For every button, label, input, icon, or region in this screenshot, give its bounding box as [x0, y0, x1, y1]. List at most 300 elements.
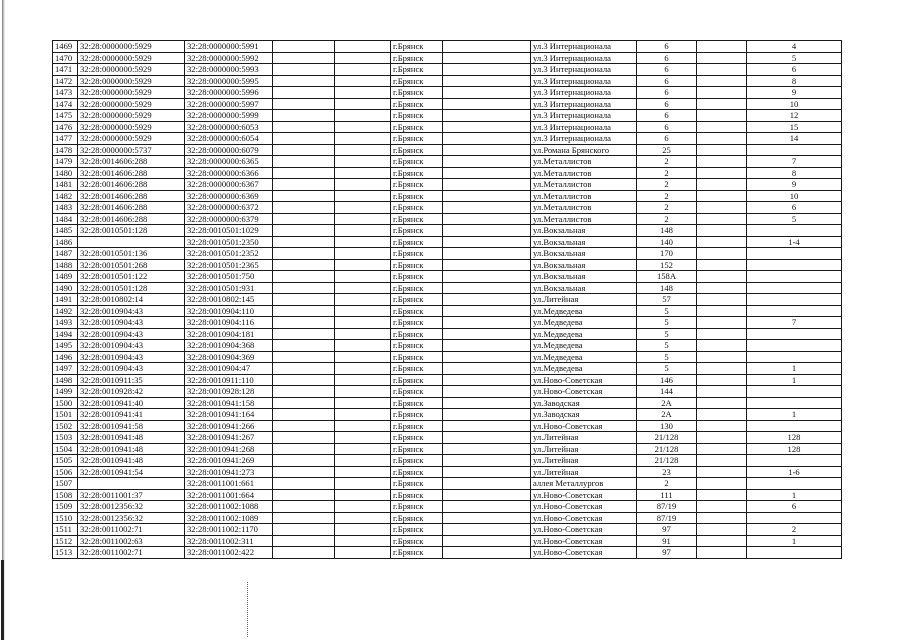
table-row [53, 478, 842, 490]
empty-cell [443, 328, 531, 340]
table-row [53, 110, 842, 122]
empty-cell [443, 397, 531, 409]
city-cell: г.Брянск [391, 547, 443, 559]
house-number-cell: 146 [637, 374, 697, 386]
table-row [53, 420, 842, 432]
parcel-cadastral-number-cell: 32:28:0000000:5929 [78, 87, 185, 99]
row-number-cell: 1505 [53, 455, 78, 467]
city-cell: г.Брянск [391, 374, 443, 386]
street-cell: ул.Ново-Советская [531, 489, 637, 501]
house-number-cell: 140 [637, 236, 697, 248]
street-cell: ул.Ново-Советская [531, 501, 637, 513]
empty-cell [273, 133, 335, 145]
house-number-cell: 152 [637, 259, 697, 271]
table-row [53, 121, 842, 133]
table-row [53, 52, 842, 64]
object-cadastral-number-cell: 32:28:0010904:369 [185, 351, 273, 363]
object-cadastral-number-cell: 32:28:0000000:6365 [185, 156, 273, 168]
empty-cell [697, 52, 747, 64]
table-row [53, 305, 842, 317]
empty-cell [273, 466, 335, 478]
empty-cell [335, 443, 391, 455]
empty-cell [697, 144, 747, 156]
empty-cell [273, 432, 335, 444]
row-number-cell: 1480 [53, 167, 78, 179]
street-cell: ул.3 Интернационала [531, 98, 637, 110]
parcel-cadastral-number-cell: 32:28:0010904:43 [78, 340, 185, 352]
city-cell: г.Брянск [391, 259, 443, 271]
empty-cell [335, 409, 391, 421]
object-cadastral-number-cell: 32:28:0000000:6379 [185, 213, 273, 225]
row-number-cell: 1508 [53, 489, 78, 501]
empty-cell [697, 535, 747, 547]
street-cell: ул.Вокзальная [531, 225, 637, 237]
street-cell: ул.Вокзальная [531, 248, 637, 260]
empty-cell [273, 110, 335, 122]
apartment-number-cell: 1 [747, 374, 842, 386]
empty-cell [443, 190, 531, 202]
house-number-cell: 5 [637, 328, 697, 340]
empty-cell [335, 340, 391, 352]
apartment-number-cell: 12 [747, 110, 842, 122]
house-number-cell: 6 [637, 133, 697, 145]
table-row [53, 213, 842, 225]
empty-cell [443, 409, 531, 421]
row-number-cell: 1511 [53, 524, 78, 536]
parcel-cadastral-number-cell: 32:28:0000000:5929 [78, 41, 185, 53]
row-number-cell: 1474 [53, 98, 78, 110]
house-number-cell: 2 [637, 202, 697, 214]
table-row [53, 87, 842, 99]
empty-cell [443, 248, 531, 260]
house-number-cell: 6 [637, 121, 697, 133]
empty-cell [335, 455, 391, 467]
row-number-cell: 1499 [53, 386, 78, 398]
empty-cell [335, 248, 391, 260]
empty-cell [273, 144, 335, 156]
house-number-cell: 6 [637, 98, 697, 110]
street-cell: ул.3 Интернационала [531, 75, 637, 87]
object-cadastral-number-cell: 32:28:0000000:5992 [185, 52, 273, 64]
empty-cell [335, 75, 391, 87]
house-number-cell: 170 [637, 248, 697, 260]
empty-cell [273, 374, 335, 386]
empty-cell [273, 75, 335, 87]
table-row [53, 98, 842, 110]
row-number-cell: 1479 [53, 156, 78, 168]
parcel-cadastral-number-cell: 32:28:0010941:41 [78, 409, 185, 421]
object-cadastral-number-cell: 32:28:0000000:6054 [185, 133, 273, 145]
table-row [53, 432, 842, 444]
empty-cell [273, 535, 335, 547]
empty-cell [443, 547, 531, 559]
apartment-number-cell: 128 [747, 432, 842, 444]
parcel-cadastral-number-cell [78, 478, 185, 490]
street-cell: ул.Заводская [531, 397, 637, 409]
house-number-cell: 21/128 [637, 455, 697, 467]
street-cell: ул.Вокзальная [531, 271, 637, 283]
city-cell: г.Брянск [391, 443, 443, 455]
city-cell: г.Брянск [391, 179, 443, 191]
house-number-cell: 148 [637, 225, 697, 237]
empty-cell [697, 225, 747, 237]
street-cell: ул.3 Интернационала [531, 110, 637, 122]
object-cadastral-number-cell: 32:28:0000000:5999 [185, 110, 273, 122]
object-cadastral-number-cell: 32:28:0010941:273 [185, 466, 273, 478]
city-cell: г.Брянск [391, 144, 443, 156]
object-cadastral-number-cell: 32:28:0000000:6369 [185, 190, 273, 202]
empty-cell [335, 110, 391, 122]
row-number-cell: 1496 [53, 351, 78, 363]
house-number-cell: 2 [637, 156, 697, 168]
empty-cell [443, 386, 531, 398]
house-number-cell: 23 [637, 466, 697, 478]
row-number-cell: 1498 [53, 374, 78, 386]
parcel-cadastral-number-cell: 32:28:0012356:32 [78, 512, 185, 524]
empty-cell [443, 52, 531, 64]
house-number-cell: 5 [637, 351, 697, 363]
empty-cell [697, 317, 747, 329]
empty-cell [697, 524, 747, 536]
street-cell: ул.Медведева [531, 305, 637, 317]
object-cadastral-number-cell: 32:28:0011002:311 [185, 535, 273, 547]
object-cadastral-number-cell: 32:28:0011001:664 [185, 489, 273, 501]
empty-cell [697, 133, 747, 145]
table-row [53, 282, 842, 294]
parcel-cadastral-number-cell: 32:28:0011002:63 [78, 535, 185, 547]
apartment-number-cell: 15 [747, 121, 842, 133]
row-number-cell: 1472 [53, 75, 78, 87]
parcel-cadastral-number-cell: 32:28:0011002:71 [78, 547, 185, 559]
object-cadastral-number-cell: 32:28:0000000:6367 [185, 179, 273, 191]
empty-cell [697, 443, 747, 455]
empty-cell [443, 64, 531, 76]
apartment-number-cell [747, 397, 842, 409]
empty-cell [443, 455, 531, 467]
parcel-cadastral-number-cell: 32:28:0010501:128 [78, 225, 185, 237]
object-cadastral-number-cell: 32:28:0010928:128 [185, 386, 273, 398]
house-number-cell: 5 [637, 363, 697, 375]
row-number-cell: 1495 [53, 340, 78, 352]
street-cell: ул.Ново-Советская [531, 512, 637, 524]
object-cadastral-number-cell: 32:28:0010501:2352 [185, 248, 273, 260]
object-cadastral-number-cell: 32:28:0010911:110 [185, 374, 273, 386]
house-number-cell: 87/19 [637, 512, 697, 524]
street-cell: ул.Металлистов [531, 167, 637, 179]
empty-cell [335, 351, 391, 363]
empty-cell [273, 328, 335, 340]
city-cell: г.Брянск [391, 455, 443, 467]
street-cell: ул.Металлистов [531, 190, 637, 202]
empty-cell [443, 144, 531, 156]
city-cell: г.Брянск [391, 41, 443, 53]
apartment-number-cell: 1 [747, 489, 842, 501]
empty-cell [697, 248, 747, 260]
table-row [53, 236, 842, 248]
apartment-number-cell: 1 [747, 535, 842, 547]
empty-cell [443, 512, 531, 524]
empty-cell [443, 489, 531, 501]
object-cadastral-number-cell: 32:28:0010904:110 [185, 305, 273, 317]
city-cell: г.Брянск [391, 512, 443, 524]
city-cell: г.Брянск [391, 535, 443, 547]
empty-cell [335, 64, 391, 76]
street-cell: ул.3 Интернационала [531, 133, 637, 145]
empty-cell [443, 501, 531, 513]
city-cell: г.Брянск [391, 317, 443, 329]
street-cell: ул.Ново-Советская [531, 547, 637, 559]
table-row [53, 466, 842, 478]
object-cadastral-number-cell: 32:28:0010501:2365 [185, 259, 273, 271]
house-number-cell: 2А [637, 397, 697, 409]
row-number-cell: 1471 [53, 64, 78, 76]
parcel-cadastral-number-cell: 32:28:0010501:268 [78, 259, 185, 271]
empty-cell [443, 443, 531, 455]
empty-cell [443, 305, 531, 317]
row-number-cell: 1489 [53, 271, 78, 283]
empty-cell [335, 363, 391, 375]
street-cell: ул.Литейная [531, 432, 637, 444]
apartment-number-cell [747, 351, 842, 363]
apartment-number-cell: 8 [747, 75, 842, 87]
city-cell: г.Брянск [391, 271, 443, 283]
apartment-number-cell [747, 455, 842, 467]
empty-cell [273, 179, 335, 191]
city-cell: г.Брянск [391, 432, 443, 444]
object-cadastral-number-cell: 32:28:0000000:5991 [185, 41, 273, 53]
apartment-number-cell: 10 [747, 98, 842, 110]
empty-cell [443, 133, 531, 145]
empty-cell [443, 75, 531, 87]
table-row [53, 501, 842, 513]
page-edge-shadow [2, 0, 5, 640]
object-cadastral-number-cell: 32:28:0010904:368 [185, 340, 273, 352]
table-row [53, 248, 842, 260]
apartment-number-cell [747, 512, 842, 524]
empty-cell [335, 98, 391, 110]
empty-cell [335, 144, 391, 156]
row-number-cell: 1487 [53, 248, 78, 260]
table-row [53, 386, 842, 398]
empty-cell [443, 282, 531, 294]
empty-cell [273, 41, 335, 53]
apartment-number-cell [747, 282, 842, 294]
parcel-cadastral-number-cell: 32:28:0011002:71 [78, 524, 185, 536]
empty-cell [697, 466, 747, 478]
empty-cell [697, 202, 747, 214]
table-row [53, 512, 842, 524]
empty-cell [335, 420, 391, 432]
parcel-cadastral-number-cell: 32:28:0010904:43 [78, 351, 185, 363]
empty-cell [443, 351, 531, 363]
empty-cell [273, 259, 335, 271]
empty-cell [335, 466, 391, 478]
table-row [53, 75, 842, 87]
empty-cell [697, 190, 747, 202]
street-cell: ул.Металлистов [531, 213, 637, 225]
empty-cell [335, 179, 391, 191]
empty-cell [335, 156, 391, 168]
street-cell: ул.Литейная [531, 294, 637, 306]
city-cell: г.Брянск [391, 409, 443, 421]
empty-cell [443, 478, 531, 490]
parcel-cadastral-number-cell: 32:28:0010941:58 [78, 420, 185, 432]
empty-cell [335, 432, 391, 444]
object-cadastral-number-cell: 32:28:0010501:1029 [185, 225, 273, 237]
parcel-cadastral-number-cell: 32:28:0000000:5929 [78, 52, 185, 64]
empty-cell [335, 374, 391, 386]
empty-cell [443, 259, 531, 271]
house-number-cell: 6 [637, 87, 697, 99]
city-cell: г.Брянск [391, 213, 443, 225]
house-number-cell: 25 [637, 144, 697, 156]
house-number-cell: 158А [637, 271, 697, 283]
apartment-number-cell [747, 144, 842, 156]
object-cadastral-number-cell: 32:28:0010501:750 [185, 271, 273, 283]
empty-cell [335, 133, 391, 145]
table-body [53, 41, 842, 559]
empty-cell [335, 282, 391, 294]
table-row [53, 225, 842, 237]
empty-cell [273, 386, 335, 398]
parcel-cadastral-number-cell: 32:28:0014606:288 [78, 202, 185, 214]
table-row [53, 190, 842, 202]
empty-cell [273, 213, 335, 225]
parcel-cadastral-number-cell: 32:28:0000000:5929 [78, 64, 185, 76]
empty-cell [443, 213, 531, 225]
empty-cell [335, 512, 391, 524]
empty-cell [697, 489, 747, 501]
parcel-cadastral-number-cell: 32:28:0010904:43 [78, 317, 185, 329]
object-cadastral-number-cell: 32:28:0000000:6366 [185, 167, 273, 179]
parcel-cadastral-number-cell: 32:28:0000000:5929 [78, 121, 185, 133]
empty-cell [273, 363, 335, 375]
empty-cell [443, 98, 531, 110]
city-cell: г.Брянск [391, 305, 443, 317]
city-cell: г.Брянск [391, 64, 443, 76]
empty-cell [273, 271, 335, 283]
house-number-cell: 5 [637, 317, 697, 329]
empty-cell [273, 167, 335, 179]
table-row [53, 167, 842, 179]
row-number-cell: 1502 [53, 420, 78, 432]
fold-line [247, 582, 248, 637]
row-number-cell: 1484 [53, 213, 78, 225]
empty-cell [697, 41, 747, 53]
empty-cell [443, 432, 531, 444]
parcel-cadastral-number-cell: 32:28:0010941:54 [78, 466, 185, 478]
empty-cell [443, 156, 531, 168]
empty-cell [273, 225, 335, 237]
empty-cell [697, 98, 747, 110]
street-cell: ул.Вокзальная [531, 236, 637, 248]
table-row [53, 202, 842, 214]
parcel-cadastral-number-cell: 32:28:0000000:5929 [78, 110, 185, 122]
object-cadastral-number-cell: 32:28:0010941:267 [185, 432, 273, 444]
city-cell: г.Брянск [391, 202, 443, 214]
street-cell: ул.Литейная [531, 466, 637, 478]
empty-cell [273, 351, 335, 363]
object-cadastral-number-cell: 32:28:0010904:47 [185, 363, 273, 375]
empty-cell [443, 225, 531, 237]
row-number-cell: 1473 [53, 87, 78, 99]
city-cell: г.Брянск [391, 110, 443, 122]
empty-cell [697, 121, 747, 133]
row-number-cell: 1486 [53, 236, 78, 248]
row-number-cell: 1507 [53, 478, 78, 490]
city-cell: г.Брянск [391, 75, 443, 87]
empty-cell [697, 363, 747, 375]
row-number-cell: 1510 [53, 512, 78, 524]
empty-cell [335, 121, 391, 133]
object-cadastral-number-cell: 32:28:0011002:422 [185, 547, 273, 559]
object-cadastral-number-cell: 32:28:0010941:268 [185, 443, 273, 455]
row-number-cell: 1497 [53, 363, 78, 375]
street-cell: ул.Медведева [531, 351, 637, 363]
parcel-cadastral-number-cell: 32:28:0012356:32 [78, 501, 185, 513]
house-number-cell: 2 [637, 478, 697, 490]
table-row [53, 455, 842, 467]
object-cadastral-number-cell: 32:28:0011002:1089 [185, 512, 273, 524]
table-row [53, 535, 842, 547]
object-cadastral-number-cell: 32:28:0000000:5993 [185, 64, 273, 76]
parcel-cadastral-number-cell: 32:28:0010911:35 [78, 374, 185, 386]
row-number-cell: 1482 [53, 190, 78, 202]
empty-cell [697, 110, 747, 122]
city-cell: г.Брянск [391, 121, 443, 133]
object-cadastral-number-cell: 32:28:0011002:1088 [185, 501, 273, 513]
row-number-cell: 1504 [53, 443, 78, 455]
empty-cell [273, 512, 335, 524]
empty-cell [335, 478, 391, 490]
parcel-cadastral-number-cell: 32:28:0010904:43 [78, 305, 185, 317]
table-row [53, 340, 842, 352]
street-cell: ул.Литейная [531, 443, 637, 455]
row-number-cell: 1491 [53, 294, 78, 306]
house-number-cell: 6 [637, 52, 697, 64]
empty-cell [443, 236, 531, 248]
empty-cell [697, 64, 747, 76]
page-edge-mark [1, 560, 4, 640]
city-cell: г.Брянск [391, 340, 443, 352]
empty-cell [273, 443, 335, 455]
street-cell: ул.3 Интернационала [531, 52, 637, 64]
empty-cell [697, 282, 747, 294]
row-number-cell: 1477 [53, 133, 78, 145]
empty-cell [335, 213, 391, 225]
city-cell: г.Брянск [391, 133, 443, 145]
empty-cell [697, 501, 747, 513]
row-number-cell: 1513 [53, 547, 78, 559]
empty-cell [697, 386, 747, 398]
empty-cell [697, 351, 747, 363]
row-number-cell: 1492 [53, 305, 78, 317]
table-row [53, 259, 842, 271]
table-row [53, 374, 842, 386]
parcel-cadastral-number-cell: 32:28:0010941:48 [78, 443, 185, 455]
city-cell: г.Брянск [391, 225, 443, 237]
object-cadastral-number-cell: 32:28:0010941:266 [185, 420, 273, 432]
parcel-cadastral-number-cell: 32:28:0010941:48 [78, 455, 185, 467]
empty-cell [335, 167, 391, 179]
empty-cell [697, 75, 747, 87]
street-cell: аллея Металлургов [531, 478, 637, 490]
street-cell: ул.3 Интернационала [531, 41, 637, 53]
house-number-cell: 144 [637, 386, 697, 398]
street-cell: ул.Ново-Советская [531, 535, 637, 547]
street-cell: ул.Вокзальная [531, 259, 637, 271]
object-cadastral-number-cell: 32:28:0010501:931 [185, 282, 273, 294]
